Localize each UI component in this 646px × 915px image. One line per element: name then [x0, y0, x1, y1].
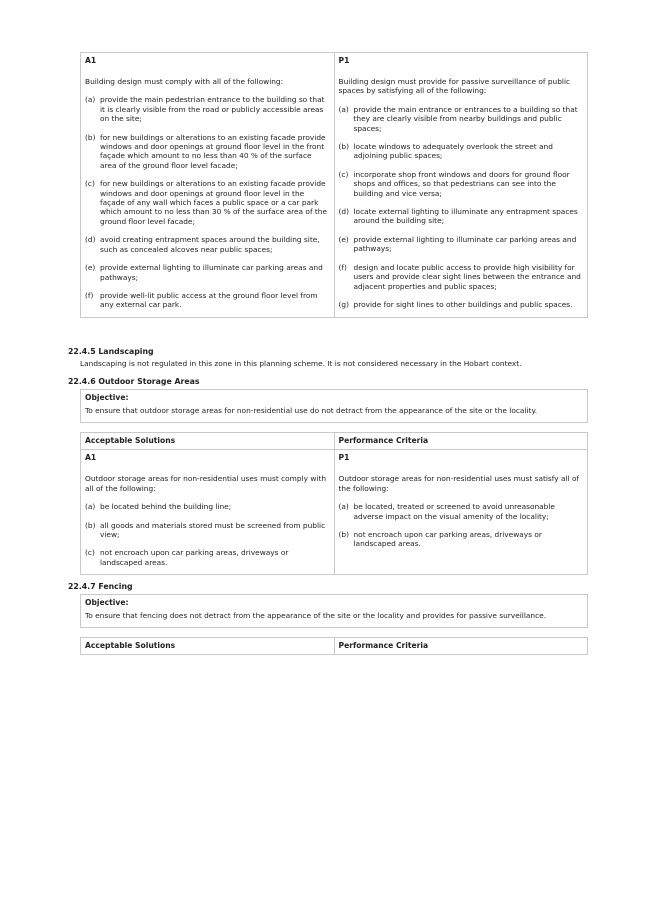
- list-item: (f) provide well-lit public access at the ground floor level from any external car park.: [85, 290, 318, 310]
- a1-intro: Outdoor storage areas for non-residential uses must comply with all of the following:: [85, 474, 327, 493]
- building-design-table: [80, 52, 588, 318]
- a1-intro: Building design must comply with all of the following:: [85, 77, 284, 86]
- section-heading-landscaping: 22.4.5 Landscaping: [68, 347, 154, 356]
- section-heading-fencing: 22.4.7 Fencing: [68, 582, 133, 591]
- list-item: (f) design and locate public access to provide high visibility for users and provide clear sight lines between the entrance and adjacent properties and public spaces;: [338, 262, 581, 291]
- performance-criteria-cell: [334, 450, 588, 575]
- clause-p1-label: P1: [338, 453, 350, 463]
- objective-text: To ensure that outdoor storage areas for non-residential use do not detract from the appearance of the site or the locality.: [85, 406, 538, 415]
- objective-cell: [81, 390, 588, 423]
- acceptable-solution-cell: [81, 450, 335, 575]
- list-item: (d) locate external lighting to illuminate any entrapment spaces around the building site;: [338, 207, 578, 226]
- list-item: (b) locate windows to adequately overlook the street and adjoining public spaces;: [338, 142, 553, 161]
- performance-criteria-header: Performance Criteria: [334, 638, 588, 655]
- clause-a1-label: A1: [85, 56, 97, 65]
- p1-intro: Outdoor storage areas for non-residential uses must satisfy all of the following:: [338, 474, 580, 493]
- list-item: (g) provide for sight lines to other buildings and public spaces.: [338, 299, 573, 309]
- list-item: (b) for new buildings or alterations to an existing facade provide windows and door openings at ground floor level in the front façade which amount to no less than 40 % of the surface area of the ground floor level facade;: [85, 132, 326, 170]
- list-item: (a) provide the main pedestrian entrance to the building so that it is clearly visible from the road or publicly accessible areas on the site;: [85, 95, 325, 124]
- list-item: (a) provide the main entrance or entrances to a building so that they are clearly visible from nearby buildings and public spaces;: [338, 104, 578, 133]
- list-item: (e) provide external lighting to illuminate car parking areas and pathways;: [338, 234, 577, 254]
- p1-intro: Building design must provide for passive surveillance of public spaces by satisfying all of the following:: [338, 77, 571, 96]
- acceptable-solution-cell: [81, 53, 335, 318]
- list-item: (a) be located, treated or screened to avoid unreasonable adverse impact on the visual amenity of the locality;: [338, 502, 555, 521]
- objective-cell: [81, 595, 588, 628]
- list-item: (e) provide external lighting to illuminate car parking areas and pathways;: [85, 263, 323, 282]
- acceptable-solutions-header: Acceptable Solutions: [81, 433, 335, 450]
- acceptable-solutions-header: Acceptable Solutions: [81, 638, 335, 655]
- list-item: (b) not encroach upon car parking areas, driveways or landscaped areas.: [338, 530, 542, 549]
- list-item: (d) avoid creating entrapment spaces around the building site, such as concealed alcoves near public spaces;: [85, 235, 320, 254]
- list-item: (c) incorporate shop front windows and doors for ground floor shops and offices, so that pedestrians can see into the building and vice versa;: [338, 169, 570, 198]
- list-item: (c) not encroach upon car parking areas, driveways or landscaped areas.: [85, 548, 289, 567]
- landscaping-text: Landscaping is not regulated in this zone in this planning scheme. It is not considered necessary in the Hobart context.: [80, 359, 522, 368]
- list-item: (b) all goods and materials stored must be screened from public view;: [85, 520, 326, 540]
- objective-text: To ensure that fencing does not detract from the appearance of the site or the locality and provides for passive surveillance.: [85, 611, 547, 620]
- clause-a1-label: A1: [85, 453, 97, 463]
- section-heading-outdoor-storage: 22.4.6 Outdoor Storage Areas: [68, 377, 200, 386]
- objective-label: Objective:: [85, 393, 129, 402]
- performance-criteria-header: Performance Criteria: [334, 433, 588, 450]
- performance-criteria-cell: [334, 53, 588, 318]
- list-item: (a) be located behind the building line;: [85, 502, 232, 512]
- list-item: (c) for new buildings or alterations to an existing facade provide windows and door openings at ground floor level in the façade of any wall which faces a public space or a car park which amount to no less than 30 % of the surface area of the ground floor level facade;: [85, 179, 328, 226]
- clause-p1-label: P1: [338, 56, 350, 65]
- fencing-table: [80, 594, 588, 655]
- outdoor-storage-table: [80, 389, 588, 575]
- objective-label: Objective:: [85, 598, 129, 607]
